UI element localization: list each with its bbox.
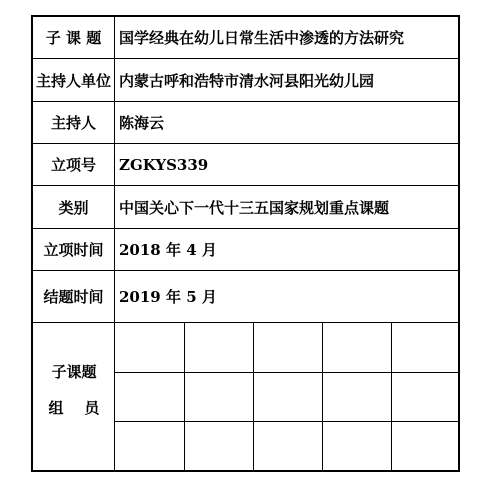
end-date-value: 2019 年 5 月 <box>119 288 217 306</box>
row-start-date <box>33 229 458 271</box>
host-unit-label: 主持人单位 <box>33 59 115 101</box>
member-cell <box>185 422 254 470</box>
end-date-label: 结题时间 <box>33 271 115 322</box>
subproject-value: 国学经典在幼儿日常生活中渗透的方法研究 <box>119 29 405 47</box>
member-cell <box>392 422 458 470</box>
row-host <box>33 102 458 144</box>
members-grid <box>115 323 458 470</box>
row-category <box>33 186 458 229</box>
member-cell <box>185 323 254 373</box>
members-label-line2: 组 员 <box>48 399 100 417</box>
members-label-line1: 子课题 <box>51 363 97 381</box>
category-value: 中国关心下一代十三五国家规划重点课题 <box>119 198 390 217</box>
host-label: 主持人 <box>33 102 115 143</box>
project-number-label: 立项号 <box>33 144 115 185</box>
member-cell <box>254 422 323 470</box>
member-cell <box>115 373 185 422</box>
project-number-value: ZGKYS339 <box>119 155 209 174</box>
member-cell <box>392 323 458 373</box>
start-date-label: 立项时间 <box>33 229 115 270</box>
member-cell <box>323 373 392 422</box>
member-cell <box>392 373 458 422</box>
subproject-label: 子 课 题 <box>33 17 115 58</box>
project-info-form <box>31 15 460 472</box>
row-end-date <box>33 271 458 323</box>
start-date-value: 2018 年 4 月 <box>119 241 217 259</box>
member-cell <box>115 323 185 373</box>
row-members <box>33 323 458 470</box>
member-cell <box>323 323 392 373</box>
member-cell <box>323 422 392 470</box>
row-subproject <box>33 17 458 59</box>
row-host-unit <box>33 59 458 102</box>
category-label: 类别 <box>33 186 115 228</box>
member-cell <box>115 422 185 470</box>
members-label <box>33 323 115 470</box>
member-cell <box>185 373 254 422</box>
member-cell <box>254 373 323 422</box>
host-unit-value: 内蒙古呼和浩特市清水河县阳光幼儿园 <box>119 71 375 90</box>
host-value: 陈海云 <box>119 114 165 132</box>
row-project-number <box>33 144 458 186</box>
member-cell <box>254 323 323 373</box>
